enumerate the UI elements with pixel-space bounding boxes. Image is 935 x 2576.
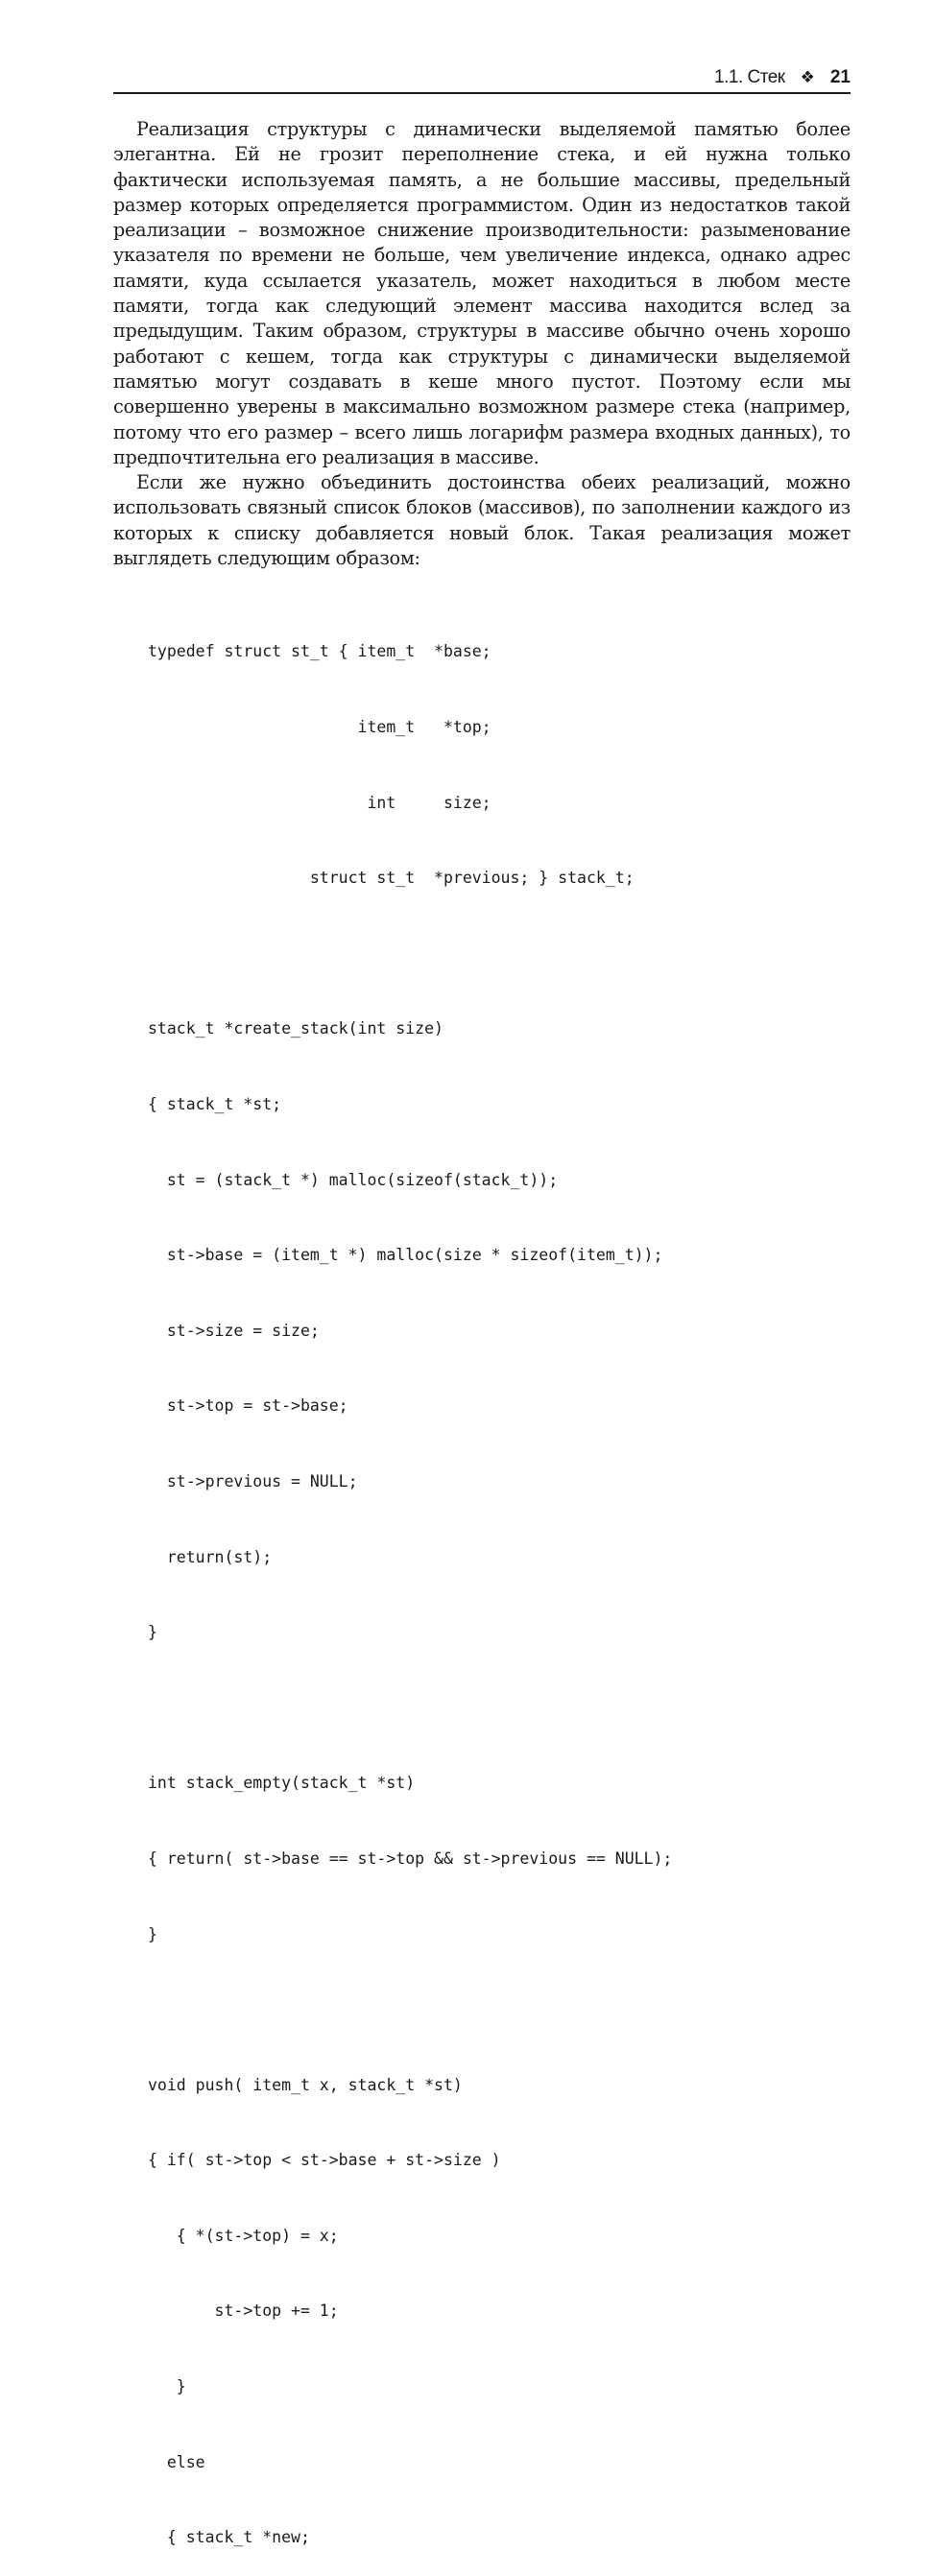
code-line: } (148, 2377, 186, 2397)
code-line: else (148, 2452, 205, 2471)
code-line: return(st); (148, 1547, 273, 1566)
code-line: stack_t *create_stack(int size) (148, 1019, 444, 1038)
code-line: st->top += 1; (148, 2302, 339, 2321)
code-line (148, 942, 672, 966)
running-head (113, 65, 851, 94)
code-line: { *(st->top) = x; (148, 2226, 339, 2245)
section-title: 1.1. Стек (714, 67, 785, 87)
code-listing (148, 589, 672, 2576)
code-line: item_t *top; (148, 718, 491, 736)
code-line: int stack_empty(stack_t *st) (148, 1774, 416, 1793)
code-line: st->previous = NULL; (148, 1471, 358, 1491)
code-line: st->top = st->base; (148, 1396, 348, 1416)
code-line: st = (stack_t *) malloc(sizeof(stack_t)); (148, 1170, 559, 1189)
code-line: } (148, 1924, 157, 1944)
paragraph-2: Если же нужно объединить достоинства обеих реализаций, можно использовать связный список блоков (массивов), по заполнении каждого из которых к списку добавляется новый блок. Такая реализация может выглядеть следующим образом: (113, 471, 851, 570)
body-text (113, 117, 851, 571)
code-line: struct st_t *previous; } stack_t; (148, 869, 635, 888)
code-line: { return( st->base == st->top && st->previous == NULL); (148, 1849, 673, 1868)
diamond-ornament-icon: ❖ (800, 68, 815, 86)
page-number: 21 (829, 67, 851, 87)
code-line: st->base = (item_t *) malloc(size * sizeof(item_t)); (148, 1246, 663, 1265)
paragraph-1: Реализация структуры с динамически выделяемой памятью более элегантна. Ей не грозит переполнение стека, и ей нужна только фактически используемая память, а не большие массивы, предельный размер которых определяется программистом. Один из недостатков такой реализации – возможное снижение производительности: разыменование указателя по времени не больше, чем увеличение индекса, однако адрес памяти, куда ссылается указатель, может находиться в любом месте памяти, тогда как следующий элемент массива находится вслед за предыдущим. Таким образом, структуры в массиве обычно очень хорошо работают с кешем, тогда как структуры с динамически выделяемой памятью могут создавать в кеше много пустот. Поэтому если мы совершенно уверены в максимально возможном размере стека (например, потому что его размер – всего лишь логарифм размера входных данных), то предпочтительна его реализация в массиве. (113, 118, 851, 468)
code-line: { stack_t *new; (148, 2528, 310, 2547)
code-line (148, 1997, 672, 2022)
code-line: int size; (148, 793, 491, 812)
code-line: } (148, 1623, 157, 1642)
code-line (148, 1696, 672, 1721)
code-line: void push( item_t x, stack_t *st) (148, 2075, 463, 2094)
code-line: { if( st->top < st->base + st->size ) (148, 2151, 501, 2170)
code-line: st->size = size; (148, 1321, 320, 1340)
code-line: { stack_t *st; (148, 1094, 282, 1113)
running-head-right (714, 67, 851, 88)
code-line: typedef struct st_t { item_t *base; (148, 642, 491, 661)
